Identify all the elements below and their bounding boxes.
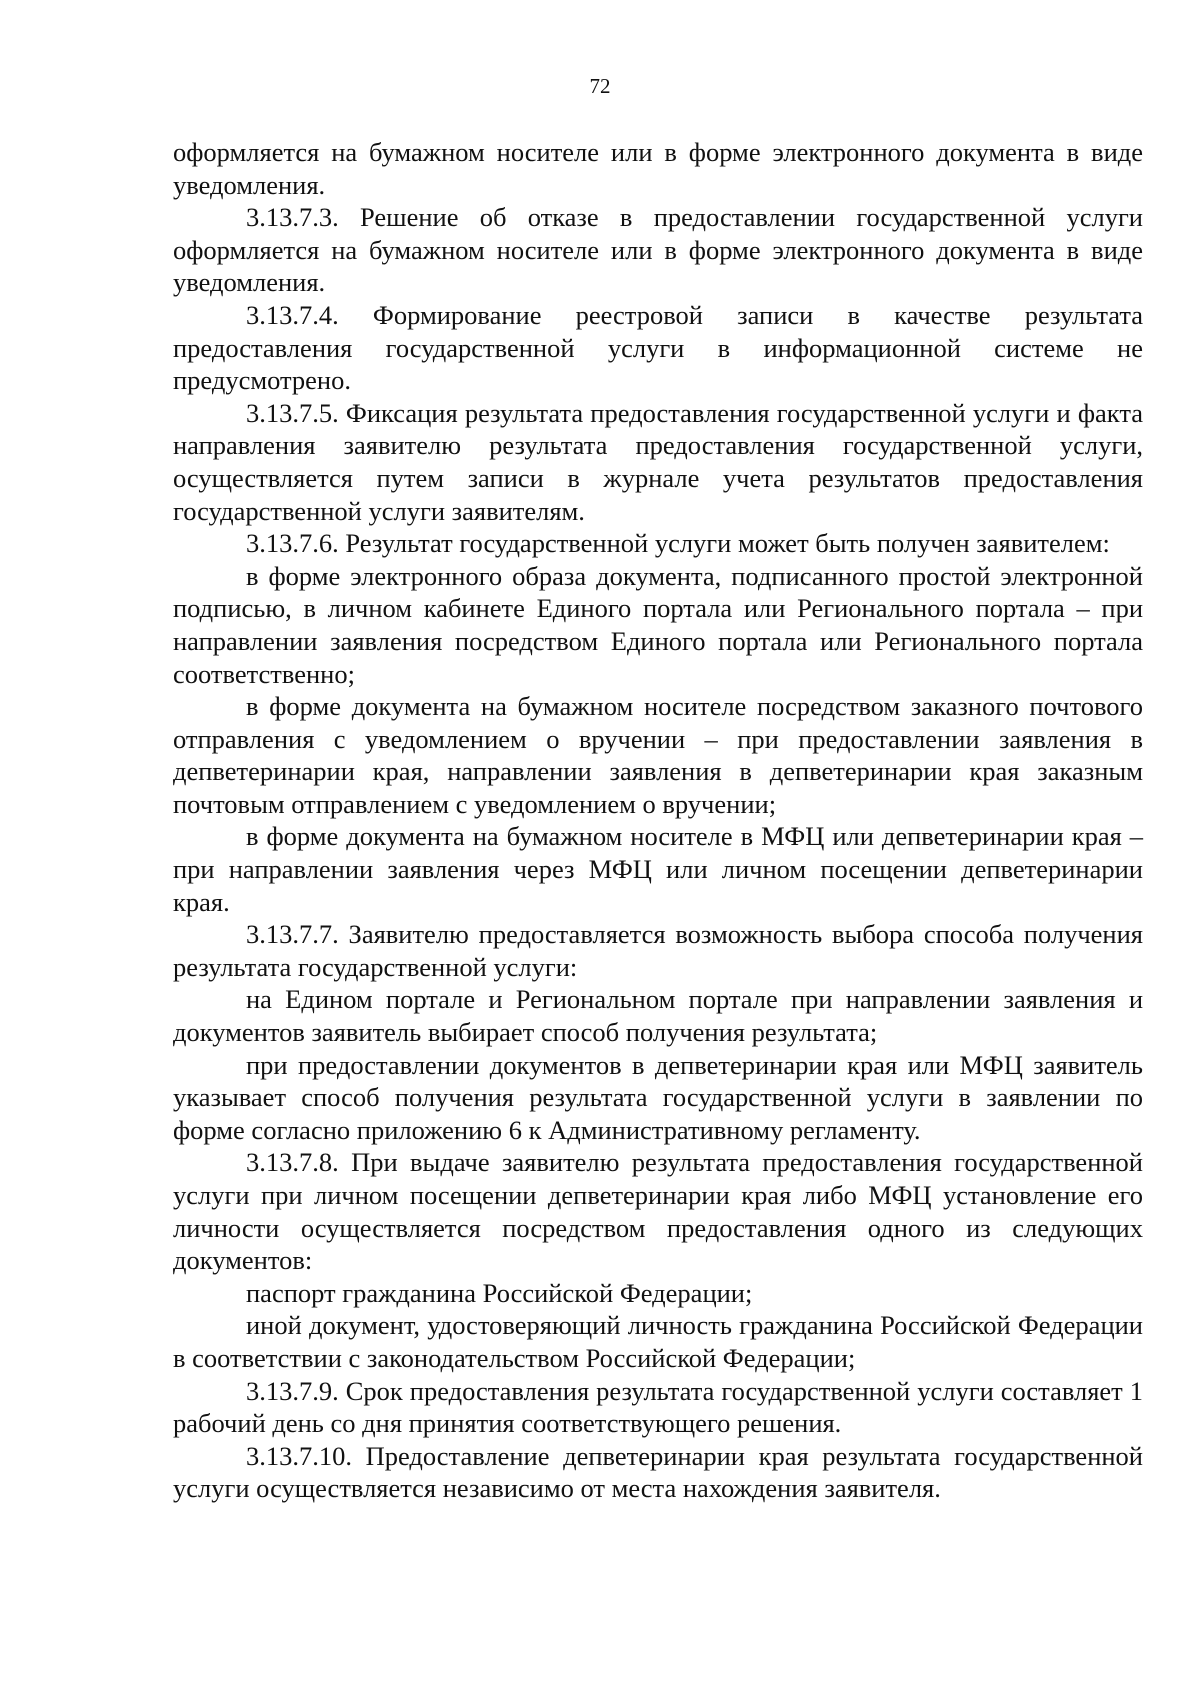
paragraph-passport: паспорт гражданина Российской Федерации; (246, 1277, 753, 1308)
paragraph-postal-form: в форме документа на бумажном носителе посредством заказного почтового отправления с уведомлением о вручении – при предоставлении заявления в депветеринарии края, направлении заявления в депветеринарии края заказным почтовым отправлением с уведомлением о вручении; (173, 691, 1143, 819)
paragraph-other-id: иной документ, удостоверяющий личность гражданина Российской Федерации в соответствии с законодательством Российской Федерации; (173, 1310, 1143, 1373)
paragraph-3-13-7-8: 3.13.7.8. При выдаче заявителю результата предоставления государственной услуги при личном посещении депветеринарии края либо МФЦ установление его личности осуществляется посредством предоставления одного из следующих документов: (173, 1147, 1143, 1276)
paragraph-3-13-7-10: 3.13.7.10. Предоставление депветеринарии края результата государственной услуги осуществляется независимо от места нахождения заявителя. (173, 1440, 1143, 1504)
paragraph-3-13-7-9: 3.13.7.9. Срок предоставления результата государственной услуги составляет 1 рабочий день со дня принятия соответствующего решения. (173, 1375, 1143, 1439)
paragraph-3-13-7-3: 3.13.7.3. Решение об отказе в предоставлении государственной услуги оформляется на бумажном носителе или в форме электронного документа в виде уведомления. (173, 202, 1143, 298)
paragraph-3-13-7-4: 3.13.7.4. Формирование реестровой записи в качестве результата предоставления государственной услуги в информационной системе не предусмотрено. (173, 299, 1143, 396)
paragraph-portal-choice: на Едином портале и Региональном портале при направлении заявления и документов заявитель выбирает способ получения результата; (173, 984, 1143, 1048)
paragraph-continuation: оформляется на бумажном носителе или в форме электронного документа в виде уведомления. (173, 137, 1143, 200)
paragraph-electronic-form: в форме электронного образа документа, подписанного простой электронной подписью, в личном кабинете Единого портала или Регионального портала – при направлении заявления посредством Единого портала или Регионального портала соответственно; (173, 560, 1143, 689)
paragraph-3-13-7-7: 3.13.7.7. Заявителю предоставляется возможность выбора способа получения результата государственной услуги: (173, 919, 1143, 982)
paragraph-3-13-7-6: 3.13.7.6. Результат государственной услуги может быть получен заявителем: (246, 528, 1110, 559)
paragraph-3-13-7-5: 3.13.7.5. Фиксация результата предоставления государственной услуги и факта направления заявителю результата предоставления государственной услуги, осуществляется путем записи в журнале учета результатов предоставления государственной услуги заявителям. (173, 397, 1143, 526)
paragraph-mfc-form: в форме документа на бумажном носителе в МФЦ или депветеринарии края – при направлении заявления через МФЦ или личном посещении депветеринарии края. (173, 821, 1143, 917)
document-body (173, 136, 1143, 1505)
page-number: 72 (589, 74, 611, 98)
paragraph-office-choice: при предоставлении документов в депветеринарии края или МФЦ заявитель указывает способ получения результата государственной услуги в заявлении по форме согласно приложению 6 к Административному регламенту. (173, 1049, 1143, 1145)
